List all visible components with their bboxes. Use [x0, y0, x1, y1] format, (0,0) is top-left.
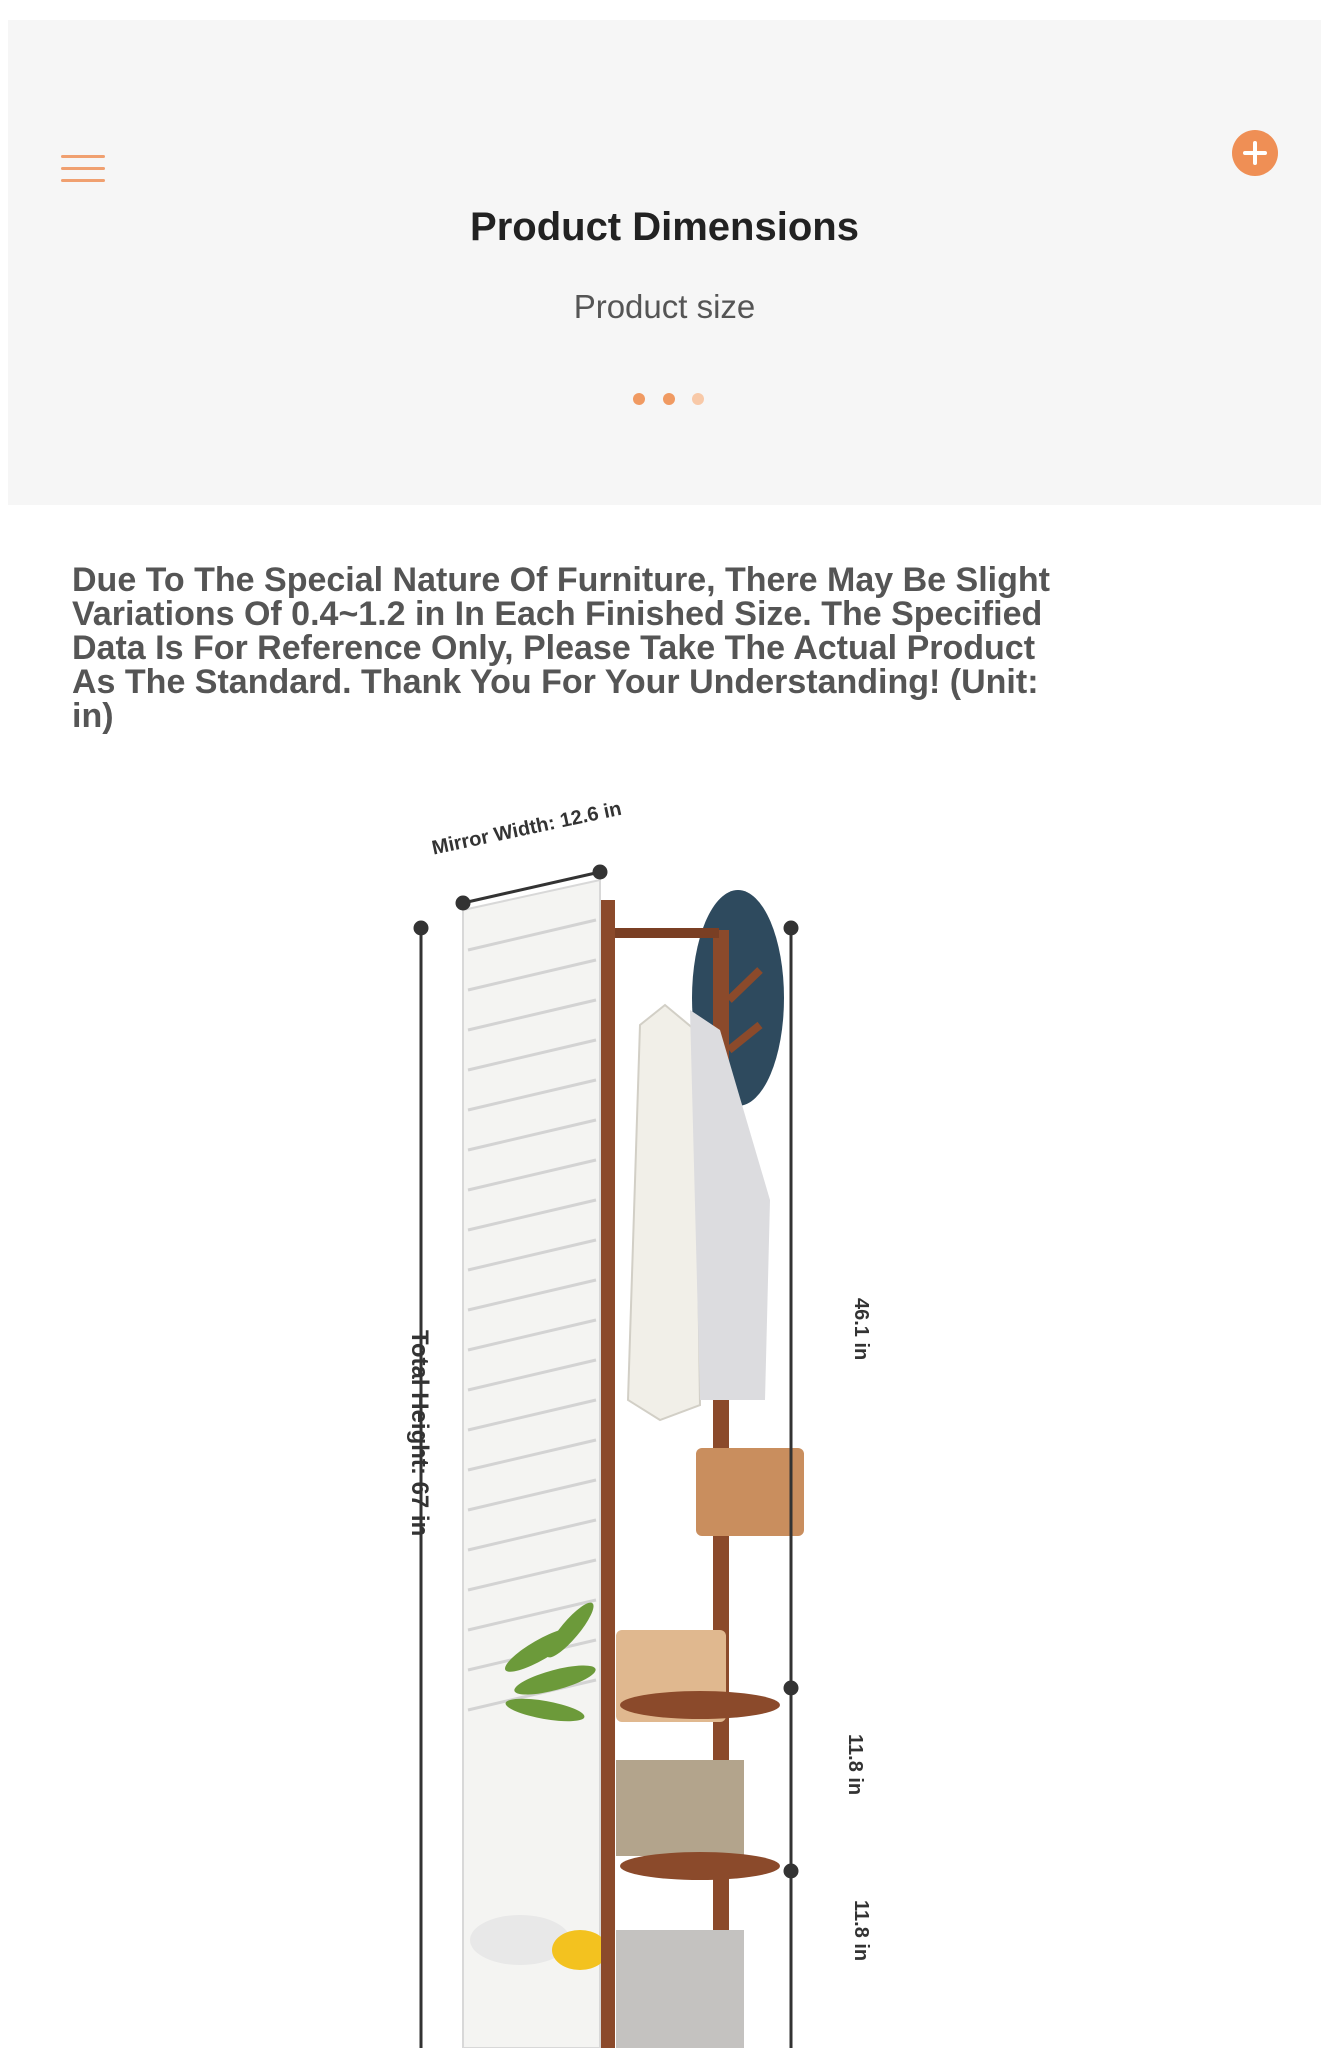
storage-box: [616, 1930, 744, 2048]
handbag: [696, 1448, 804, 1536]
dimension-notice: Due To The Special Nature Of Furniture, There May Be Slight Variations Of 0.4~1.2 in In Each Finished Size. The Specified Data Is For Reference Only, Please Take The Actual Product As The Standard. Thank You For Your Understanding! (Unit: in): [72, 561, 1050, 735]
upper-section-label: 46.1 in: [850, 1298, 872, 1361]
carousel-dot[interactable]: [692, 393, 704, 405]
pillow: [552, 1930, 608, 1970]
page-subtitle: Product size: [573, 288, 756, 325]
carousel-dot[interactable]: [633, 393, 645, 405]
mirror-width-label: Mirror Width: 12.6 in: [430, 797, 624, 860]
wicker-basket: [616, 1760, 744, 1856]
shelf-gap-label: 11.8 in: [850, 1900, 872, 1962]
white-coat: [628, 1005, 700, 1420]
header-banner: [8, 20, 1321, 505]
shelf-gap-label: 11.8 in: [844, 1734, 866, 1796]
frame-post: [601, 900, 615, 2048]
menu-icon[interactable]: [52, 138, 112, 198]
carousel-dots: [633, 393, 723, 407]
product-dimension-illustration: [0, 797, 1322, 2048]
coat-rack-mirror-image: [0, 797, 1322, 2048]
page-title: Product Dimensions: [470, 205, 859, 249]
shelf: [620, 1691, 780, 1719]
total-height-label: Total Height: 67 in: [406, 1330, 433, 1537]
shelf: [620, 1852, 780, 1880]
carousel-dot[interactable]: [663, 393, 675, 405]
plus-circle-icon[interactable]: [1232, 130, 1278, 176]
hanging-rod: [615, 928, 719, 938]
